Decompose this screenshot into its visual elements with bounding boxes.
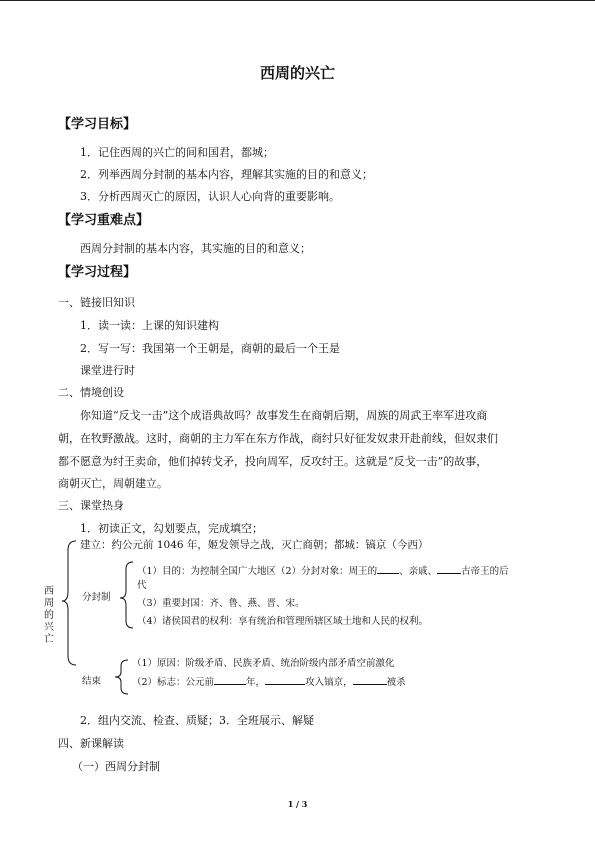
fill-blank[interactable]: [265, 673, 305, 685]
part4-heading: 四、新课解读: [58, 737, 124, 750]
part3-heading: 三、课堂热身: [58, 499, 124, 512]
part1-heading: 一、链接旧知识: [58, 296, 135, 309]
end-label: 结束: [82, 676, 102, 687]
goal-item: 1．记住西周的兴亡的间和国君，都城；: [80, 146, 274, 159]
fengjian-item-3: （4）诸侯国君的权利：享有统治和管理所辖区域土地和人民的权利。: [137, 616, 429, 627]
end-item-2c: 攻入镐京，: [305, 677, 353, 688]
fengjian-item-1a: （1）目的：为控制全国广大地区（2）分封对象：周王的: [137, 566, 378, 577]
goal-item: 2．列举西周分封制的基本内容，理解其实施的目的和意义；: [80, 168, 373, 181]
part4-line: （一）西周分封制: [72, 760, 160, 773]
part3-line: 2．组内交流、检查、质疑；3．全班展示、解疑: [80, 714, 314, 727]
fengjian-item: [137, 562, 509, 578]
key-text: 西周分封制的基本内容，其实施的目的和意义；: [80, 242, 311, 255]
fengjian-item-1c: 古帝王的后: [461, 566, 509, 577]
fill-blank[interactable]: [437, 562, 461, 574]
fengjian-item-2: （3）重要封国：齐、鲁、燕、晋、宋。: [137, 598, 305, 609]
story-line: 朝，在牧野激战。这时，商朝的主力军在东方作战，商纣只好征发奴隶开赴前线，但奴隶们: [58, 432, 498, 445]
establish-text: 建立：约公元前 1046 年，姬发领导之战，灭亡商朝；都城：镐京（今西）: [80, 539, 429, 551]
part3-line: 1．初读正文，勾划要点，完成填空；: [80, 522, 263, 535]
fill-blank[interactable]: [377, 562, 399, 574]
part1-line: 课堂进行时: [80, 364, 135, 377]
fengjian-label: 分封制: [82, 592, 111, 603]
end-item-2a: （2）标志：公元前: [132, 677, 215, 688]
part2-heading: 二、情境创设: [58, 386, 124, 399]
end-item-2b: 年，: [246, 677, 266, 688]
key-heading: 【学习重难点】: [58, 213, 150, 228]
part1-line: 1．读一读：上课的知识建构: [80, 319, 219, 332]
fill-blank[interactable]: [353, 673, 387, 685]
process-heading: 【学习过程】: [58, 265, 137, 280]
goals-heading: 【学习目标】: [58, 117, 137, 132]
goal-item: 3．分析西周灭亡的原因，认识人心向背的重要影响。: [80, 190, 340, 203]
part1-line: 2．写一写：我国第一个王朝是，商朝的最后一个王是: [80, 342, 340, 355]
story-line: 都不愿意为纣王卖命，他们掉转戈矛，投向周军，反攻纣王。这就是“反戈一击”的故事，: [58, 455, 488, 468]
fill-blank[interactable]: [214, 673, 246, 685]
page-number: 1 / 3: [287, 799, 308, 809]
fengjian-item-1b: 、亲戚、: [399, 566, 438, 577]
story-line: 商朝灭亡，周朝建立。: [58, 477, 168, 490]
end-item-1: （1）原因：阶级矛盾、民族矛盾、统治阶级内部矛盾空前激化: [132, 658, 395, 669]
end-item-2: [132, 673, 406, 689]
story-line: 你知道“反戈一击”这个成语典故吗？故事发生在商朝后期，周族的周武王率军进攻商: [80, 409, 488, 422]
fengjian-item-1d: 代: [137, 580, 147, 591]
page-title: 西周的兴亡: [259, 64, 335, 82]
diagram-root-label: 西周的兴亡: [44, 586, 54, 645]
end-item-2d: 被杀: [386, 677, 406, 688]
